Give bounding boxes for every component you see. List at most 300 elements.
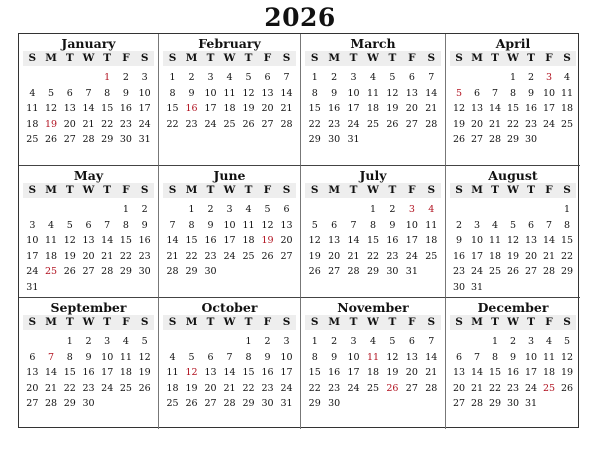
day: 3	[527, 336, 535, 347]
day: 26	[45, 134, 58, 145]
day: 10	[280, 351, 293, 363]
day: 22	[308, 382, 321, 394]
day: 19	[452, 118, 466, 130]
weekday-label: W	[507, 184, 519, 196]
day: 28	[166, 266, 179, 277]
day: 14	[101, 235, 114, 246]
weekday-label: F	[545, 184, 553, 196]
day: 22	[366, 250, 380, 262]
weekday-label: M	[328, 316, 340, 328]
empty-day	[60, 70, 79, 86]
day: 27	[261, 118, 274, 130]
day: 9	[527, 87, 535, 99]
day: 26	[452, 134, 466, 145]
day: 2	[85, 336, 92, 347]
day: 2	[122, 72, 129, 83]
day: 13	[405, 87, 418, 99]
day: 12	[45, 103, 58, 114]
day: 30	[204, 266, 217, 277]
weekday-header	[450, 183, 576, 198]
day: 20	[26, 382, 39, 394]
weekday-label: S	[455, 184, 463, 196]
weekday-label: F	[122, 316, 130, 328]
month-february	[159, 34, 301, 166]
month-august	[446, 166, 580, 298]
day: 13	[524, 235, 538, 246]
day: 1	[169, 72, 176, 83]
day: 7	[428, 336, 435, 347]
holiday-day: 7	[48, 351, 55, 363]
day: 20	[261, 103, 274, 114]
empty-day	[450, 70, 468, 86]
weekday-label: T	[491, 316, 499, 328]
weekday-header	[23, 51, 154, 66]
month-name: August	[488, 168, 538, 183]
day: 22	[63, 382, 76, 394]
day: 2	[455, 219, 463, 231]
month-name: April	[495, 36, 531, 51]
day: 1	[188, 204, 195, 215]
day: 28	[488, 134, 502, 145]
day: 6	[85, 219, 92, 231]
day: 7	[350, 219, 357, 231]
day: 26	[63, 266, 76, 277]
day: 27	[524, 266, 538, 277]
day: 27	[204, 398, 217, 409]
day: 16	[204, 235, 217, 246]
day: 13	[204, 367, 217, 378]
day: 26	[386, 118, 399, 130]
day: 22	[185, 250, 198, 262]
day: 1	[245, 336, 252, 347]
day: 22	[242, 382, 255, 394]
weekday-label: S	[28, 184, 37, 196]
weekday-label: S	[455, 52, 463, 64]
weekday-label: T	[349, 316, 358, 328]
day: 21	[470, 382, 484, 394]
day: 21	[82, 118, 95, 130]
day: 30	[506, 398, 520, 409]
day: 15	[119, 235, 132, 246]
day: 31	[524, 398, 538, 409]
day: 25	[119, 382, 132, 394]
day: 17	[405, 235, 418, 246]
day-grid	[23, 334, 154, 412]
day: 17	[470, 250, 484, 262]
day: 1	[563, 204, 571, 215]
day: 9	[331, 87, 338, 99]
empty-day	[468, 70, 486, 86]
day: 5	[264, 204, 271, 215]
day: 7	[104, 219, 111, 231]
empty-day	[23, 202, 42, 218]
day: 5	[509, 219, 517, 231]
day: 18	[542, 367, 556, 378]
day: 5	[311, 219, 318, 231]
day: 12	[63, 235, 76, 246]
day: 28	[223, 398, 236, 409]
day: 8	[245, 351, 252, 363]
day: 11	[45, 235, 58, 246]
day: 19	[506, 250, 520, 262]
day: 13	[63, 103, 76, 114]
holiday-day: 26	[386, 382, 399, 394]
day: 14	[223, 367, 236, 378]
day: 17	[524, 367, 538, 378]
day: 9	[331, 351, 338, 363]
day: 20	[405, 367, 418, 378]
weekday-label: S	[140, 52, 149, 64]
day-grid	[23, 202, 154, 295]
day: 7	[283, 72, 290, 83]
day: 22	[560, 250, 574, 262]
day: 5	[141, 336, 148, 347]
day: 27	[405, 118, 418, 130]
day: 8	[169, 87, 176, 99]
day: 21	[488, 118, 502, 130]
day: 13	[26, 367, 39, 378]
month-name: July	[359, 168, 387, 183]
holiday-day: 16	[185, 103, 198, 114]
weekday-label: F	[408, 316, 416, 328]
day: 18	[425, 235, 438, 246]
empty-day	[42, 70, 61, 86]
day: 27	[328, 266, 341, 277]
day: 6	[283, 204, 290, 215]
empty-day	[468, 202, 486, 218]
empty-day	[42, 202, 61, 218]
day: 7	[491, 87, 499, 99]
month-name: January	[61, 36, 116, 51]
empty-day	[305, 202, 324, 218]
weekday-label: F	[408, 184, 416, 196]
holiday-day: 1	[104, 72, 111, 83]
holiday-day: 25	[542, 382, 556, 394]
day: 12	[452, 103, 466, 114]
day: 16	[452, 250, 466, 262]
weekday-label: S	[310, 316, 319, 328]
day: 2	[331, 72, 338, 83]
day: 14	[542, 235, 556, 246]
empty-day	[450, 202, 468, 218]
month-july	[301, 166, 446, 298]
weekday-header	[305, 315, 441, 330]
day: 5	[389, 72, 396, 83]
day: 10	[405, 219, 418, 231]
day: 13	[470, 103, 484, 114]
day: 17	[204, 103, 217, 114]
day: 3	[104, 336, 111, 347]
day: 20	[452, 382, 466, 394]
day: 7	[545, 219, 553, 231]
weekday-label: T	[349, 52, 358, 64]
day: 22	[166, 118, 179, 130]
weekday-label: T	[65, 316, 74, 328]
weekday-label: W	[82, 316, 95, 328]
day: 12	[386, 351, 399, 363]
day: 3	[226, 204, 233, 215]
day: 29	[101, 134, 114, 145]
day: 13	[280, 219, 293, 231]
day: 10	[542, 87, 556, 99]
weekday-label: S	[427, 52, 436, 64]
day: 24	[347, 118, 360, 130]
day: 29	[366, 266, 380, 277]
day: 19	[185, 382, 198, 394]
day: 8	[188, 219, 195, 231]
day: 28	[542, 266, 556, 277]
day: 31	[138, 134, 151, 145]
day: 8	[66, 351, 73, 363]
weekday-label: F	[122, 52, 130, 64]
day: 11	[166, 367, 179, 378]
empty-day	[42, 334, 61, 350]
day: 12	[261, 219, 274, 231]
empty-day	[79, 202, 98, 218]
day: 28	[470, 398, 484, 409]
day: 17	[280, 367, 293, 378]
weekday-label: W	[367, 52, 379, 64]
day: 1	[311, 336, 318, 347]
day: 6	[264, 72, 271, 83]
day: 10	[101, 351, 114, 363]
day-grid	[305, 334, 441, 412]
day: 3	[283, 336, 290, 347]
day: 6	[408, 336, 415, 347]
weekday-label: W	[507, 52, 519, 64]
day: 30	[328, 398, 341, 409]
weekday-label: M	[328, 52, 340, 64]
weekday-label: T	[103, 52, 112, 64]
day: 17	[542, 103, 556, 114]
day: 10	[223, 219, 236, 231]
day: 15	[560, 235, 574, 246]
month-name: November	[337, 300, 409, 315]
day: 26	[506, 266, 520, 277]
weekday-label: W	[223, 316, 236, 328]
day: 9	[264, 351, 271, 363]
weekday-label: T	[103, 184, 112, 196]
day: 1	[66, 336, 73, 347]
day: 24	[204, 118, 217, 130]
weekday-label: S	[427, 184, 436, 196]
day: 30	[328, 134, 341, 145]
day: 19	[138, 367, 151, 378]
day: 8	[509, 87, 517, 99]
day: 6	[207, 351, 214, 363]
weekday-label: T	[103, 316, 112, 328]
day: 11	[488, 235, 502, 246]
day: 28	[82, 134, 95, 145]
day-grid	[23, 70, 154, 148]
weekday-label: S	[282, 52, 291, 64]
day: 23	[524, 118, 538, 130]
weekday-label: S	[28, 316, 37, 328]
empty-day	[324, 202, 343, 218]
weekday-header	[163, 51, 296, 66]
month-november	[301, 298, 446, 429]
weekday-label: M	[45, 184, 57, 196]
month-december	[446, 298, 580, 429]
day: 18	[560, 103, 574, 114]
day: 4	[245, 204, 252, 215]
day: 27	[470, 134, 484, 145]
day: 29	[560, 266, 574, 277]
day-grid	[450, 70, 576, 148]
day: 15	[185, 235, 198, 246]
day: 15	[366, 235, 380, 246]
day: 12	[242, 87, 255, 99]
day: 7	[428, 72, 435, 83]
day: 17	[26, 250, 39, 262]
day: 13	[328, 235, 341, 246]
empty-day	[98, 202, 117, 218]
day: 31	[470, 281, 484, 293]
day: 26	[138, 382, 151, 394]
day: 4	[369, 336, 377, 347]
day-grid	[450, 334, 576, 412]
weekday-header	[450, 51, 576, 66]
day: 25	[242, 250, 255, 262]
weekday-header	[23, 315, 154, 330]
day: 15	[101, 103, 114, 114]
day: 28	[425, 382, 438, 394]
calendar-grid	[18, 33, 579, 428]
day: 28	[45, 398, 58, 409]
day: 1	[491, 336, 499, 347]
day: 22	[101, 118, 114, 130]
month-name: October	[201, 300, 258, 315]
day: 2	[389, 204, 396, 215]
day: 29	[242, 398, 255, 409]
day: 5	[389, 336, 396, 347]
weekday-label: T	[206, 316, 215, 328]
day: 21	[425, 103, 438, 114]
day: 11	[223, 87, 236, 99]
day: 29	[119, 266, 132, 277]
day: 12	[560, 351, 574, 363]
day: 21	[101, 250, 114, 262]
day: 30	[524, 134, 538, 145]
day: 16	[261, 367, 274, 378]
day: 29	[308, 134, 321, 145]
weekday-label: S	[563, 52, 571, 64]
day: 13	[405, 351, 418, 363]
day: 23	[386, 250, 399, 262]
day: 23	[204, 250, 217, 262]
day: 4	[48, 219, 55, 231]
holiday-day: 12	[185, 367, 198, 378]
weekday-header	[23, 183, 154, 198]
day: 25	[366, 382, 380, 394]
day: 12	[506, 235, 520, 246]
day: 3	[473, 219, 481, 231]
day: 14	[488, 103, 502, 114]
empty-day	[163, 202, 182, 218]
day: 16	[138, 235, 151, 246]
day: 5	[48, 87, 55, 99]
day: 23	[452, 266, 466, 277]
day: 20	[63, 118, 76, 130]
day: 9	[455, 235, 463, 246]
day: 22	[488, 382, 502, 394]
day: 24	[138, 118, 151, 130]
day: 4	[545, 336, 553, 347]
day: 18	[366, 103, 380, 114]
month-october	[159, 298, 301, 429]
weekday-label: T	[244, 52, 253, 64]
day: 15	[242, 367, 255, 378]
day: 8	[311, 87, 318, 99]
weekday-label: F	[545, 316, 553, 328]
day: 2	[509, 336, 517, 347]
day: 8	[311, 351, 318, 363]
day: 4	[29, 87, 36, 99]
day: 12	[386, 87, 399, 99]
day: 6	[455, 351, 463, 363]
day: 15	[308, 103, 321, 114]
weekday-label: T	[388, 184, 397, 196]
month-name: February	[198, 36, 261, 51]
day: 5	[188, 351, 195, 363]
day: 10	[524, 351, 538, 363]
day: 30	[452, 281, 466, 293]
day: 2	[207, 204, 214, 215]
day: 26	[560, 382, 574, 394]
day: 18	[45, 250, 58, 262]
day: 1	[509, 72, 517, 83]
day: 30	[138, 266, 151, 277]
weekday-label: S	[140, 184, 149, 196]
day: 20	[280, 235, 293, 246]
day: 10	[347, 87, 360, 99]
day: 24	[223, 250, 236, 262]
weekday-label: S	[310, 184, 319, 196]
empty-day	[163, 334, 182, 350]
day: 7	[473, 351, 481, 363]
day-grid	[305, 70, 441, 148]
day: 9	[141, 219, 148, 231]
weekday-header	[305, 183, 441, 198]
holiday-day: 25	[45, 266, 58, 277]
day: 28	[101, 266, 114, 277]
day: 24	[405, 250, 418, 262]
weekday-label: F	[408, 52, 416, 64]
weekday-label: S	[282, 316, 291, 328]
day: 2	[264, 336, 271, 347]
day: 22	[119, 250, 132, 262]
day: 6	[527, 219, 535, 231]
weekday-label: S	[427, 316, 436, 328]
weekday-label: M	[471, 52, 483, 64]
holiday-day: 5	[455, 87, 463, 99]
day: 24	[542, 118, 556, 130]
day: 21	[425, 367, 438, 378]
day: 8	[369, 219, 377, 231]
day: 13	[452, 367, 466, 378]
day: 23	[82, 382, 95, 394]
day: 17	[223, 235, 236, 246]
month-name: May	[73, 168, 104, 183]
weekday-label: M	[185, 184, 198, 196]
day: 11	[542, 351, 556, 363]
day: 24	[26, 266, 39, 277]
holiday-day: 11	[366, 351, 380, 363]
day: 21	[280, 103, 293, 114]
day: 15	[506, 103, 520, 114]
calendar-year-title: 2026	[264, 3, 336, 32]
weekday-label: T	[527, 184, 535, 196]
